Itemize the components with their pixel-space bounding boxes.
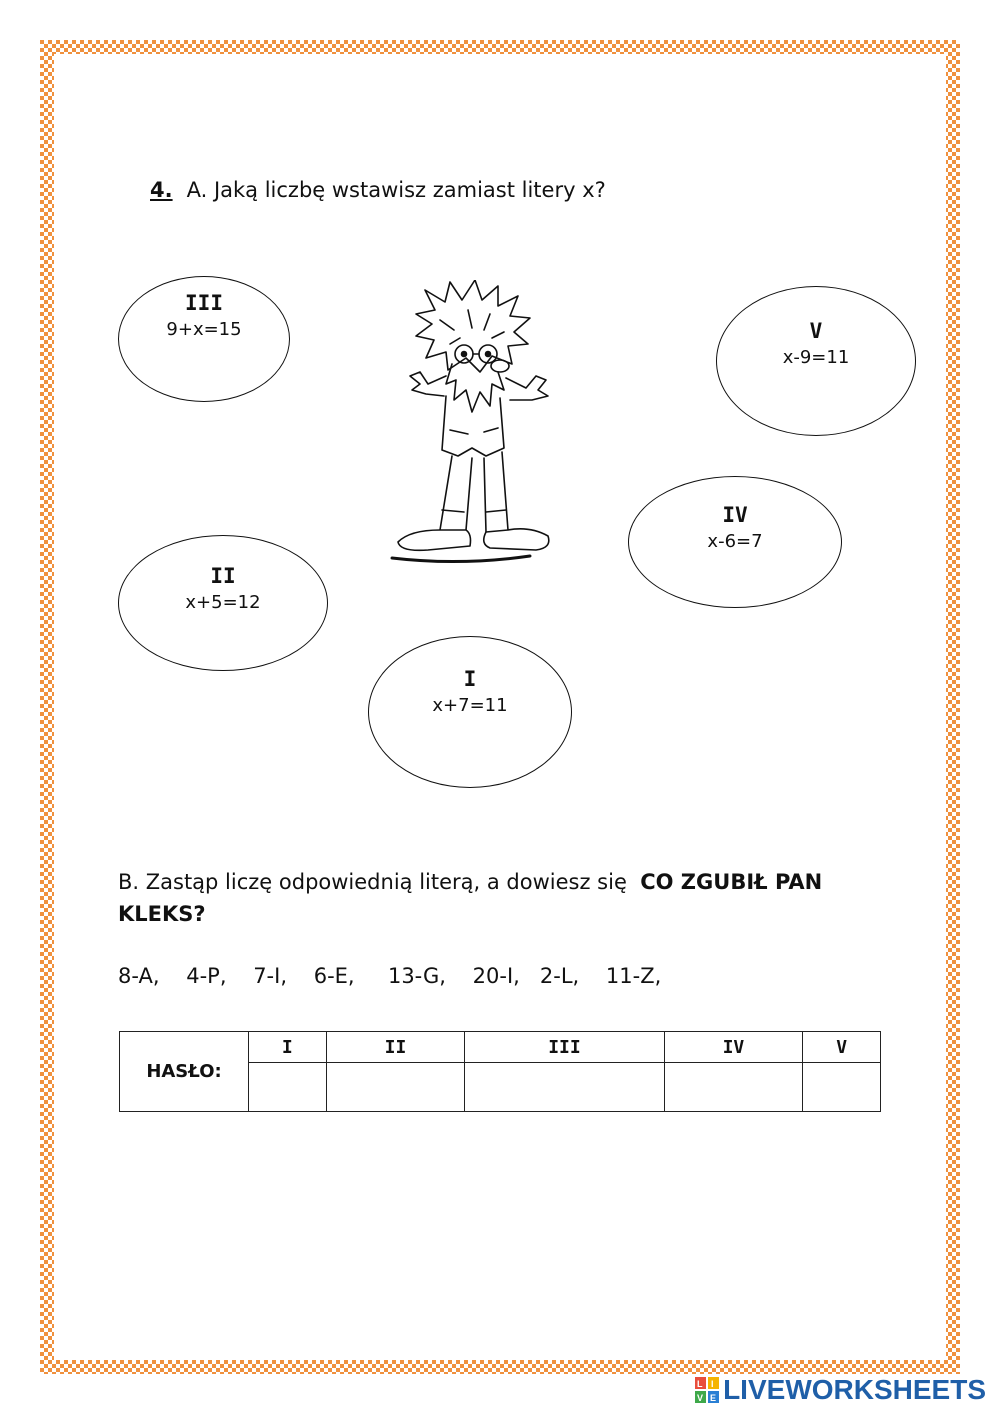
equation-bubble-i (368, 636, 572, 788)
task-number: 4. (150, 178, 173, 202)
equation-text: x+5=12 (185, 592, 261, 613)
equation-bubble-iv (628, 476, 842, 608)
liveworksheets-brand (695, 1374, 986, 1406)
equation-text: x-9=11 (782, 347, 850, 368)
column-header-iv: IV (664, 1032, 803, 1063)
equation-bubble-v (716, 286, 916, 436)
answer-cell-iii[interactable] (465, 1063, 664, 1112)
svg-text:V: V (697, 1393, 704, 1403)
column-header-i: I (249, 1032, 327, 1063)
equation-text: x-6=7 (707, 531, 763, 552)
answer-cell-ii[interactable] (326, 1063, 465, 1112)
answer-cell-iv[interactable] (664, 1063, 803, 1112)
roman-label: I (463, 667, 477, 691)
svg-text:I: I (711, 1379, 714, 1389)
roman-label: V (809, 319, 823, 343)
part-b-instruction: B. Zastąp liczę odpowiednią literą, a dowiesz się (118, 870, 627, 894)
answer-cell-i[interactable] (249, 1063, 327, 1112)
column-header-ii: II (326, 1032, 465, 1063)
roman-label: II (210, 564, 236, 588)
part-a-prompt: A. Jaką liczbę wstawisz zamiast litery x? (186, 178, 606, 202)
column-header-iii: III (465, 1032, 664, 1063)
svg-text:L: L (697, 1379, 703, 1389)
svg-text:E: E (710, 1393, 717, 1403)
equation-bubble-iii (118, 276, 290, 402)
answer-cell-v[interactable] (803, 1063, 881, 1112)
liveworksheets-logo-icon (695, 1377, 719, 1403)
letter-code-list: 8-A, 4-P, 7-I, 6-E, 13-G, 20-I, 2-L, 11-Z, (118, 964, 662, 988)
roman-label: III (185, 291, 223, 315)
roman-label: IV (722, 503, 748, 527)
brand-name: LIVEWORKSHEETS (723, 1374, 986, 1405)
equation-bubble-ii (118, 535, 328, 671)
part-b-question: CO ZGUBIŁ PAN KLEKS? (118, 870, 823, 926)
equation-text: 9+x=15 (166, 319, 242, 340)
pan-kleks-illustration (380, 280, 560, 580)
password-answer-table (119, 1031, 881, 1112)
column-header-v: V (803, 1032, 881, 1063)
password-label: HASŁO: (120, 1032, 249, 1112)
part-a-heading (150, 178, 606, 202)
part-b-prompt (118, 866, 878, 930)
equation-text: x+7=11 (432, 695, 508, 716)
